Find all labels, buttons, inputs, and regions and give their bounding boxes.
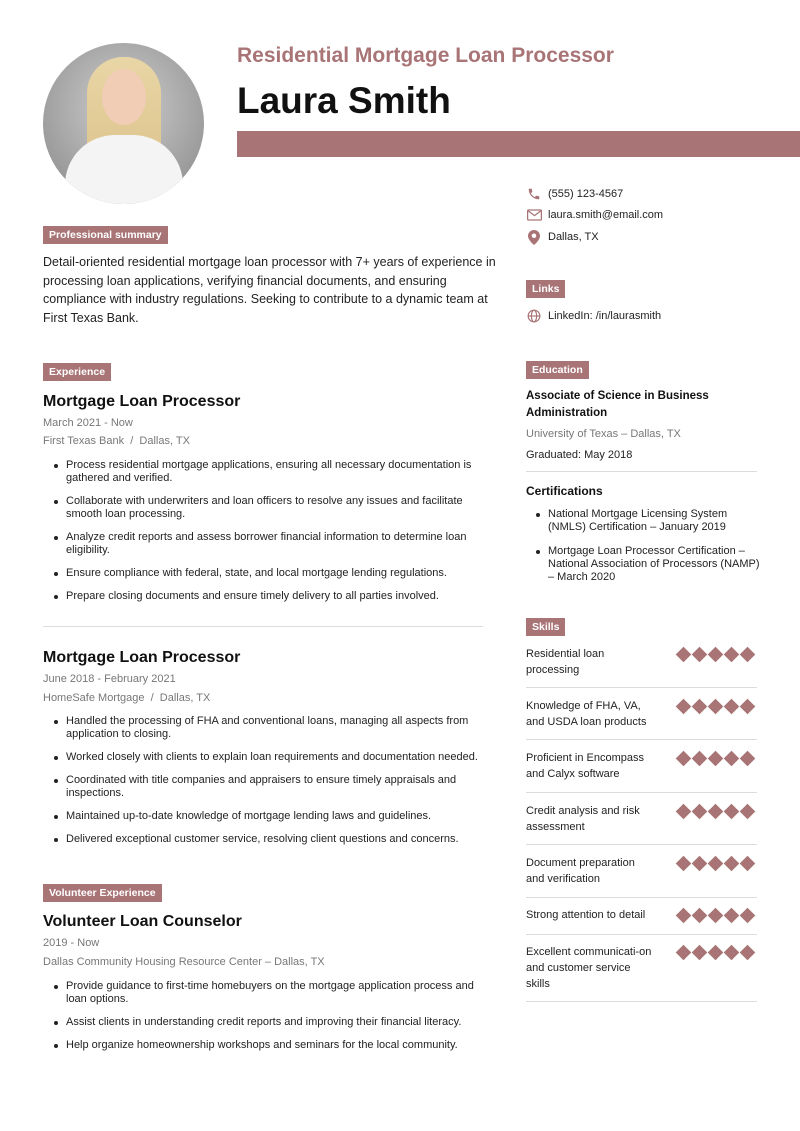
list-item: Mortgage Loan Processor Certification – National Association of Processors (NAMP) – March 2020 <box>536 545 766 584</box>
rating-diamond-icon <box>676 804 692 820</box>
job-2-title: Mortgage Loan Processor <box>43 649 241 666</box>
rating-diamond-icon <box>676 647 692 663</box>
header-accent-bar <box>237 131 800 157</box>
skill-rating <box>678 701 753 712</box>
rating-diamond-icon <box>692 647 708 663</box>
rating-diamond-icon <box>724 751 740 767</box>
education-graduated: Graduated: May 2018 <box>526 449 633 461</box>
rating-diamond-icon <box>692 856 708 872</box>
skill-rating <box>678 753 753 764</box>
rating-diamond-icon <box>708 699 724 715</box>
rating-diamond-icon <box>708 856 724 872</box>
location-pin-icon <box>526 229 542 245</box>
rating-diamond-icon <box>740 804 756 820</box>
candidate-name: Laura Smith <box>237 80 451 121</box>
list-item: Provide guidance to first-time homebuyers on the mortgage application process and loan options. <box>54 980 494 1006</box>
links-heading: Links <box>526 280 565 298</box>
rating-diamond-icon <box>740 908 756 924</box>
rating-diamond-icon <box>708 945 724 961</box>
contact-email: laura.smith@email.com <box>526 207 663 223</box>
rating-diamond-icon <box>692 804 708 820</box>
contact-phone: (555) 123-4567 <box>526 186 623 202</box>
volunteer-dates: 2019 - Now <box>43 937 100 949</box>
skill-label: Credit analysis and risk assessment <box>526 805 640 833</box>
contact-location: Dallas, TX <box>526 229 599 245</box>
list-item: Ensure compliance with federal, state, and local mortgage lending regulations. <box>54 567 494 580</box>
rating-diamond-icon <box>676 699 692 715</box>
skill-rating <box>678 910 753 921</box>
list-item: Assist clients in understanding credit reports and improving their financial literacy. <box>54 1016 494 1029</box>
rating-diamond-icon <box>692 751 708 767</box>
list-item: Collaborate with underwriters and loan officers to resolve any issues and facilitate smooth loan processing. <box>54 495 494 521</box>
job-1-company: First Texas Bank / Dallas, TX <box>43 435 190 447</box>
job-1-dates: March 2021 - Now <box>43 417 133 429</box>
list-item: Coordinated with title companies and appraisers to ensure timely appraisals and inspections. <box>54 774 494 800</box>
volunteer-heading: Volunteer Experience <box>43 884 162 902</box>
rating-diamond-icon <box>740 647 756 663</box>
summary-text: Detail-oriented residential mortgage loan processor with 7+ years of experience in processing loan applications, verifying financial documents, and ensuring compliance with industry regulations. Seeking to contribute to a dynamic team at First Texas Bank. <box>43 255 496 325</box>
rating-diamond-icon <box>724 647 740 663</box>
skill-rating <box>678 858 753 869</box>
certifications-list <box>536 508 766 595</box>
rating-diamond-icon <box>708 908 724 924</box>
certifications-heading: Certifications <box>526 484 603 498</box>
rating-diamond-icon <box>724 856 740 872</box>
summary-heading: Professional summary <box>43 226 168 244</box>
email-icon <box>526 207 542 223</box>
education-divider <box>526 471 757 472</box>
rating-diamond-icon <box>724 699 740 715</box>
job-2-company: HomeSafe Mortgage / Dallas, TX <box>43 692 211 704</box>
rating-diamond-icon <box>724 908 740 924</box>
rating-diamond-icon <box>676 908 692 924</box>
job-1-bullets <box>54 459 494 613</box>
skill-label: Residential loan processing <box>526 648 605 676</box>
skill-label: Proficient in Encompass and Calyx software <box>526 752 644 780</box>
list-item: Delivered exceptional customer service, resolving client questions and concerns. <box>54 833 494 846</box>
rating-diamond-icon <box>676 751 692 767</box>
list-item: Prepare closing documents and ensure timely delivery to all parties involved. <box>54 590 494 603</box>
rating-diamond-icon <box>676 945 692 961</box>
job-2-dates: June 2018 - February 2021 <box>43 673 176 685</box>
list-item: Handled the processing of FHA and conventional loans, managing all aspects from application to closing. <box>54 715 494 741</box>
list-item: National Mortgage Licensing System (NMLS) Certification – January 2019 <box>536 508 766 534</box>
rating-diamond-icon <box>724 804 740 820</box>
rating-diamond-icon <box>692 908 708 924</box>
volunteer-title: Volunteer Loan Counselor <box>43 913 242 930</box>
skill-rating <box>678 649 753 660</box>
rating-diamond-icon <box>708 647 724 663</box>
globe-icon <box>526 308 542 324</box>
rating-diamond-icon <box>740 945 756 961</box>
list-item: Process residential mortgage applications, ensuring all necessary documentation is gathered and verified. <box>54 459 494 485</box>
rating-diamond-icon <box>724 945 740 961</box>
job-2-bullets <box>54 715 494 856</box>
volunteer-bullets <box>54 980 494 1062</box>
rating-diamond-icon <box>740 699 756 715</box>
rating-diamond-icon <box>692 945 708 961</box>
skill-rating <box>678 806 753 817</box>
list-item: Help organize homeownership workshops and seminars for the local community. <box>54 1039 494 1052</box>
rating-diamond-icon <box>708 804 724 820</box>
rating-diamond-icon <box>708 751 724 767</box>
list-item: Maintained up-to-date knowledge of mortgage lending laws and guidelines. <box>54 810 494 823</box>
resume-job-title: Residential Mortgage Loan Processor <box>237 44 614 67</box>
profile-photo <box>43 43 204 204</box>
experience-divider <box>43 626 483 627</box>
skill-label: Knowledge of FHA, VA, and USDA loan products <box>526 700 647 728</box>
rating-diamond-icon <box>740 856 756 872</box>
skill-rating <box>678 947 753 958</box>
skill-label: Excellent communicati-on and customer service skills <box>526 946 652 990</box>
education-degree: Associate of Science in Business Administration <box>526 390 709 419</box>
job-1-title: Mortgage Loan Processor <box>43 393 241 410</box>
rating-diamond-icon <box>676 856 692 872</box>
list-item: Analyze credit reports and assess borrower financial information to determine loan eligibility. <box>54 531 494 557</box>
linkedin-link[interactable]: LinkedIn: /in/laurasmith <box>526 308 661 324</box>
skill-label: Strong attention to detail <box>526 909 646 921</box>
list-item: Worked closely with clients to explain loan requirements and documentation needed. <box>54 751 494 764</box>
skills-heading: Skills <box>526 618 565 636</box>
skill-label: Document preparation and verification <box>526 857 635 885</box>
experience-heading: Experience <box>43 363 111 381</box>
education-heading: Education <box>526 361 589 379</box>
rating-diamond-icon <box>692 699 708 715</box>
volunteer-org: Dallas Community Housing Resource Center – Dallas, TX <box>43 956 325 968</box>
phone-icon <box>526 186 542 202</box>
rating-diamond-icon <box>740 751 756 767</box>
education-school: University of Texas – Dallas, TX <box>526 428 681 440</box>
